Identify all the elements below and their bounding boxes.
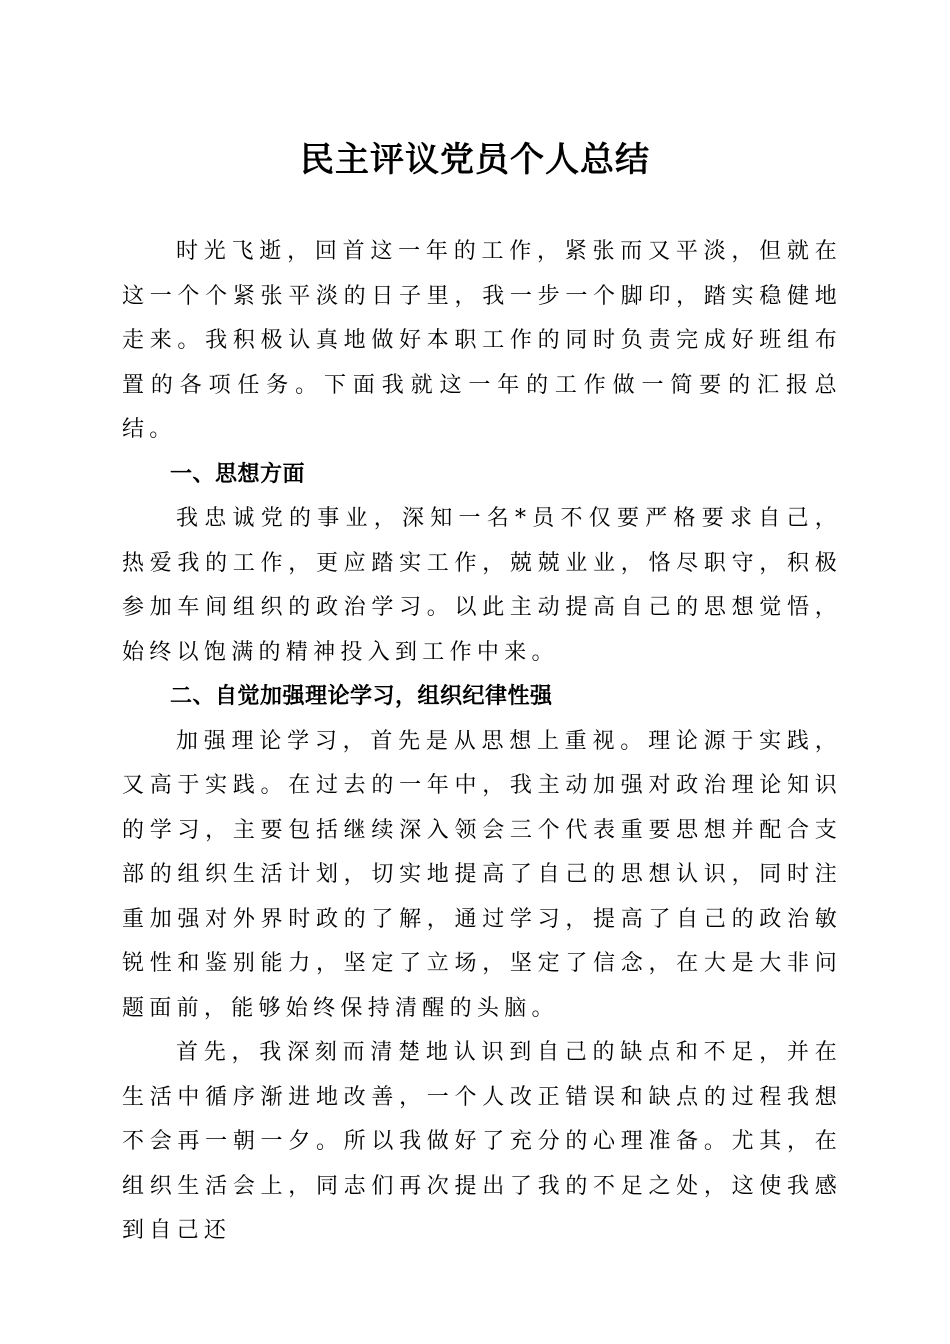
section-heading-thought: 一、思想方面 (170, 461, 306, 487)
intro-paragraph: 时光飞逝，回首这一年的工作，紧张而又平淡，但就在这一个个紧张平淡的日子里，我一步一个脚印，踏实稳健地走来。我积极认真地做好本职工作的同时负责完成好班组布置的各项任务。下面我就这一年的工作做一简要的汇报总结。 (122, 239, 842, 442)
shortcomings-paragraph: 首先，我深刻而清楚地认识到自己的缺点和不足，并在生活中循序渐进地改善，一个人改正错误和缺点的过程我想不会再一朝一夕。所以我做好了充分的心理准备。尤其，在组织生活会上，同志们再次提出了我的不足之处，这使我感到自己还 (122, 1040, 842, 1243)
document-title: 民主评议党员个人总结 (300, 140, 650, 180)
theory-study-paragraph: 加强理论学习，首先是从思想上重视。理论源于实践，又高于实践。在过去的一年中，我主动加强对政治理论知识的学习，主要包括继续深入领会三个代表重要思想并配合支部的组织生活计划，切实地提高了自己的思想认识，同时注重加强对外界时政的了解，通过学习，提高了自己的政治敏锐性和鉴别能力，坚定了立场，坚定了信念，在大是大非问题面前，能够始终保持清醒的头脑。 (122, 728, 842, 1021)
thought-paragraph: 我忠诚党的事业，深知一名*员不仅要严格要求自己，热爱我的工作，更应踏实工作，兢兢业业，恪尽职守，积极参加车间组织的政治学习。以此主动提高自己的思想觉悟，始终以饱满的精神投入到工作中来。 (122, 506, 842, 665)
document-body (122, 230, 842, 1254)
section-heading-theory-study: 二、自觉加强理论学习，组织纪律性强 (170, 684, 553, 709)
